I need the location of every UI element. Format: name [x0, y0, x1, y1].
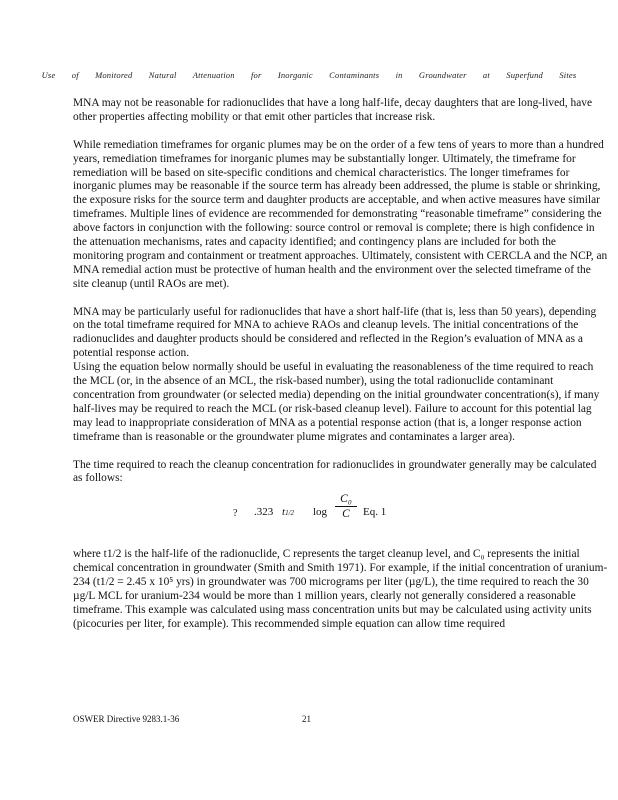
document-body [73, 97, 608, 646]
equation-coefficient: .323 [254, 506, 274, 519]
equation-log: log [313, 506, 328, 519]
equation-1 [73, 490, 608, 538]
paragraph-equation-intro: The time required to reach the cleanup concentration for radionuclides in groundwater generally may be calculated as follows: [73, 458, 597, 485]
equation-fraction [335, 492, 357, 521]
equation-numerator: C₀ [335, 492, 357, 507]
footer-directive: OSWER Directive 9283.1-36 [73, 714, 180, 724]
equation-term-subscript: 1/2 [285, 509, 295, 518]
paragraph-short-half-life: MNA may be particularly useful for radionuclides that have a short half-life (that is, less than 50 years), depending on the total timeframe required for MNA to achieve RAOs and cleanup levels. The initial concentrations of the radionuclides and daughter products should be considered and reflected in the Region’s evaluation of MNA as a potential response action. [73, 305, 597, 360]
paragraph-half-life: MNA may not be reasonable for radionuclides that have a long half-life, decay daughters that are long-lived, have other properties affecting mobility or that emit other particles that increase risk. [73, 97, 593, 123]
page-number: 21 [302, 714, 311, 724]
paragraph-timeframes: While remediation timeframes for organic plumes may be on the order of a few tens of years to more than a hundred years, remediation timeframes for inorganic plumes may be substantially longer. Ultimately, the timeframe for remediation will be based on site-specific conditions and chemical characteristics. The longer timeframes for inorganic plumes may be reasonable if the source term has already been addressed, the plume is stable or shrinking, the exposure risks for the source term and daughter products are acceptable, and when active measures have similar timeframes. Multiple lines of evidence are recommended for demonstrating “reasonable timeframe” considering the above factors in conjunction with the following: source control or removal is complete; there is high confidence in the attenuation mechanisms, rates and capacity identified; and contingency plans are included for both the monitoring program and containment or treatment approaches. Ultimately, consistent with CERCLA and the NCP, an MNA remedial action must be protective of human health and the environment over the selected timeframe of the site cleanup (until RAOs are met). [73, 138, 608, 290]
equation-term: t1/2 [282, 506, 295, 519]
paragraph-equation-explanation: where t1/2 is the half-life of the radionuclide, C represents the target cleanup level, and C₀ represents the initial chemical concentration in groundwater (Smith and Smith 1971). For example, if the initial concentration of uranium-234 (t1/2 = 2.45 x 10⁵ yrs) in groundwater was 700 micrograms per liter (µg/L), the time required to reach the 30 µg/L MCL for uranium-234 would be more than 1 million years, clearly not generally considered a reasonable timeframe. This example was calculated using mass concentration units but may be calculated using activity units (picocuries per liter, for example). This recommended simple equation can allow time required [73, 548, 608, 630]
paragraph-equation-usage: Using the equation below normally should be useful in evaluating the reasonableness of the time required to reach the MCL (or, in the absence of an MCL, the risk-based number), using the total radionuclide contaminant concentration from groundwater (or selected media) depending on the initial groundwater concentration(s), if many half-lives may be required to reach the MCL (or risk-based cleanup level). Failure to account for this potential lag may lead to inappropriate consideration of MNA as a potential response action (that is, a longer response action timeframe than is reasonable or the groundwater plume migrates and contaminates a larger area). [73, 361, 600, 443]
equation-symbol: ? [233, 508, 238, 520]
running-header: Use of Monitored Natural Attenuation for Inorganic Contaminants in Groundwater at Superfund Sites [41, 70, 577, 80]
equation-label: Eq. 1 [363, 506, 387, 519]
equation-denominator: C [342, 508, 350, 521]
